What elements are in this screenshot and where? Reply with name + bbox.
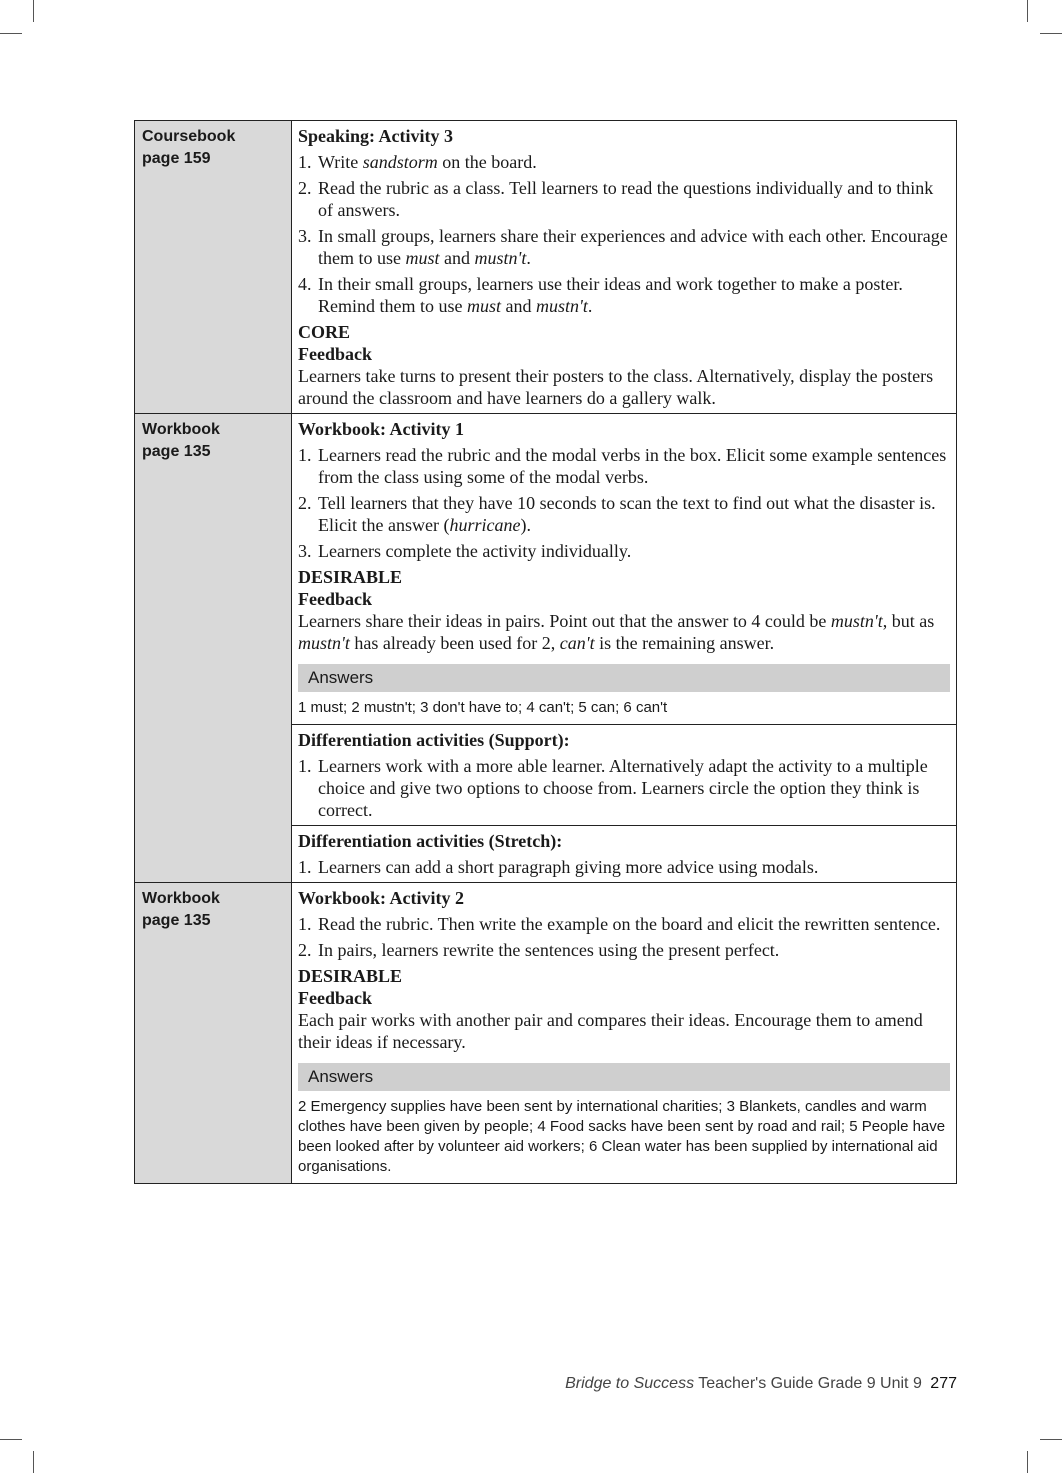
ref-book: Coursebook <box>142 128 236 145</box>
feedback-text: Learners take turns to present their posters to the class. Alternatively, display the posters around the classroom and have learners do a gallery walk. <box>298 366 934 408</box>
page-number: 277 <box>930 1375 957 1392</box>
ref-book: Workbook <box>142 421 220 438</box>
list-item: 4. In their small groups, learners use their ideas and work together to make a poster. Remind them to use must and mustn't. <box>298 274 903 316</box>
activity-heading: Workbook: Activity 1 <box>298 419 465 439</box>
activity-heading: Speaking: Activity 3 <box>298 126 454 146</box>
feedback-label: Feedback <box>298 988 372 1008</box>
lesson-plan-table <box>134 120 957 1184</box>
crop-mark-bottom-right-h <box>1040 1439 1062 1440</box>
table-row <box>135 121 957 414</box>
activity-cell <box>292 121 957 414</box>
steps-list <box>298 856 950 878</box>
ref-page: page 135 <box>142 912 211 929</box>
answers-text: 2 Emergency supplies have been sent by international charities; 3 Blankets, candles and warm clothes have been given by people; 4 Food sacks have been sent by road and rail; 5 People have been looked after by volunteer aid workers; 6 Clean water has been supplied by international aid organisations. <box>298 1098 946 1175</box>
crop-mark-top-right-h <box>1040 33 1062 34</box>
list-item: 3. In small groups, learners share their experiences and advice with each other. Encourage them to use must and mustn't. <box>298 226 948 268</box>
table-row <box>135 414 957 725</box>
feedback-text: Learners share their ideas in pairs. Point out that the answer to 4 could be mustn't, but as mustn't has already been used for 2, can't is the remaining answer. <box>298 611 935 653</box>
list-item: 1. Learners read the rubric and the modal verbs in the box. Elicit some example sentences from the class using some of the modal verbs. <box>298 445 947 487</box>
table-row <box>135 883 957 1184</box>
ref-page: page 159 <box>142 150 211 167</box>
reference-cell <box>135 121 292 414</box>
crop-mark-bottom-right-v <box>1027 1451 1028 1473</box>
list-item: 1. Learners work with a more able learner. Alternatively adapt the activity to a multiple choice and give two options to choose from. Learners circle the option they think is correct. <box>298 756 928 820</box>
stretch-cell <box>292 826 957 883</box>
list-item: 2. Read the rubric as a class. Tell learners to read the questions individually and to think of answers. <box>298 178 934 220</box>
activity-heading: Workbook: Activity 2 <box>298 888 465 908</box>
feedback-label: Feedback <box>298 589 372 609</box>
list-item: 1. Learners can add a short paragraph giving more advice using modals. <box>298 857 819 877</box>
reference-cell <box>135 414 292 883</box>
steps-list <box>298 913 950 961</box>
list-item: 1. Read the rubric. Then write the example on the board and elicit the rewritten sentence. <box>298 914 941 934</box>
answers-header: Answers <box>298 1063 950 1091</box>
ref-page: page 135 <box>142 443 211 460</box>
list-item: 3. Learners complete the activity individually. <box>298 541 632 561</box>
crop-mark-top-left-h <box>0 33 22 34</box>
level-tag: CORE <box>298 322 351 342</box>
support-cell <box>292 725 957 826</box>
steps-list <box>298 151 950 317</box>
level-tag: DESIRABLE <box>298 966 403 986</box>
support-heading: Differentiation activities (Support): <box>298 730 570 750</box>
answers-header: Answers <box>298 664 950 692</box>
page-footer <box>565 1375 957 1393</box>
reference-cell <box>135 883 292 1184</box>
feedback-label: Feedback <box>298 344 372 364</box>
steps-list <box>298 444 950 562</box>
crop-mark-bottom-left-h <box>0 1439 22 1440</box>
guide-title: Teacher's Guide Grade 9 Unit 9 <box>698 1375 922 1392</box>
steps-list <box>298 755 950 821</box>
answers-text: 1 must; 2 mustn't; 3 don't have to; 4 can't; 5 can; 6 can't <box>298 699 668 716</box>
activity-cell <box>292 883 957 1184</box>
list-item: 1. Write sandstorm on the board. <box>298 152 537 172</box>
level-tag: DESIRABLE <box>298 567 403 587</box>
crop-mark-top-left-v <box>33 0 34 22</box>
crop-mark-bottom-left-v <box>33 1451 34 1473</box>
crop-mark-top-right-v <box>1027 0 1028 22</box>
activity-cell <box>292 414 957 725</box>
feedback-text: Each pair works with another pair and compares their ideas. Encourage them to amend their ideas if necessary. <box>298 1010 923 1052</box>
ref-book: Workbook <box>142 890 220 907</box>
stretch-heading: Differentiation activities (Stretch): <box>298 831 563 851</box>
list-item: 2. In pairs, learners rewrite the sentences using the present perfect. <box>298 940 780 960</box>
series-title: Bridge to Success <box>565 1375 695 1392</box>
list-item: 2. Tell learners that they have 10 seconds to scan the text to find out what the disaster is. Elicit the answer (hurricane). <box>298 493 936 535</box>
